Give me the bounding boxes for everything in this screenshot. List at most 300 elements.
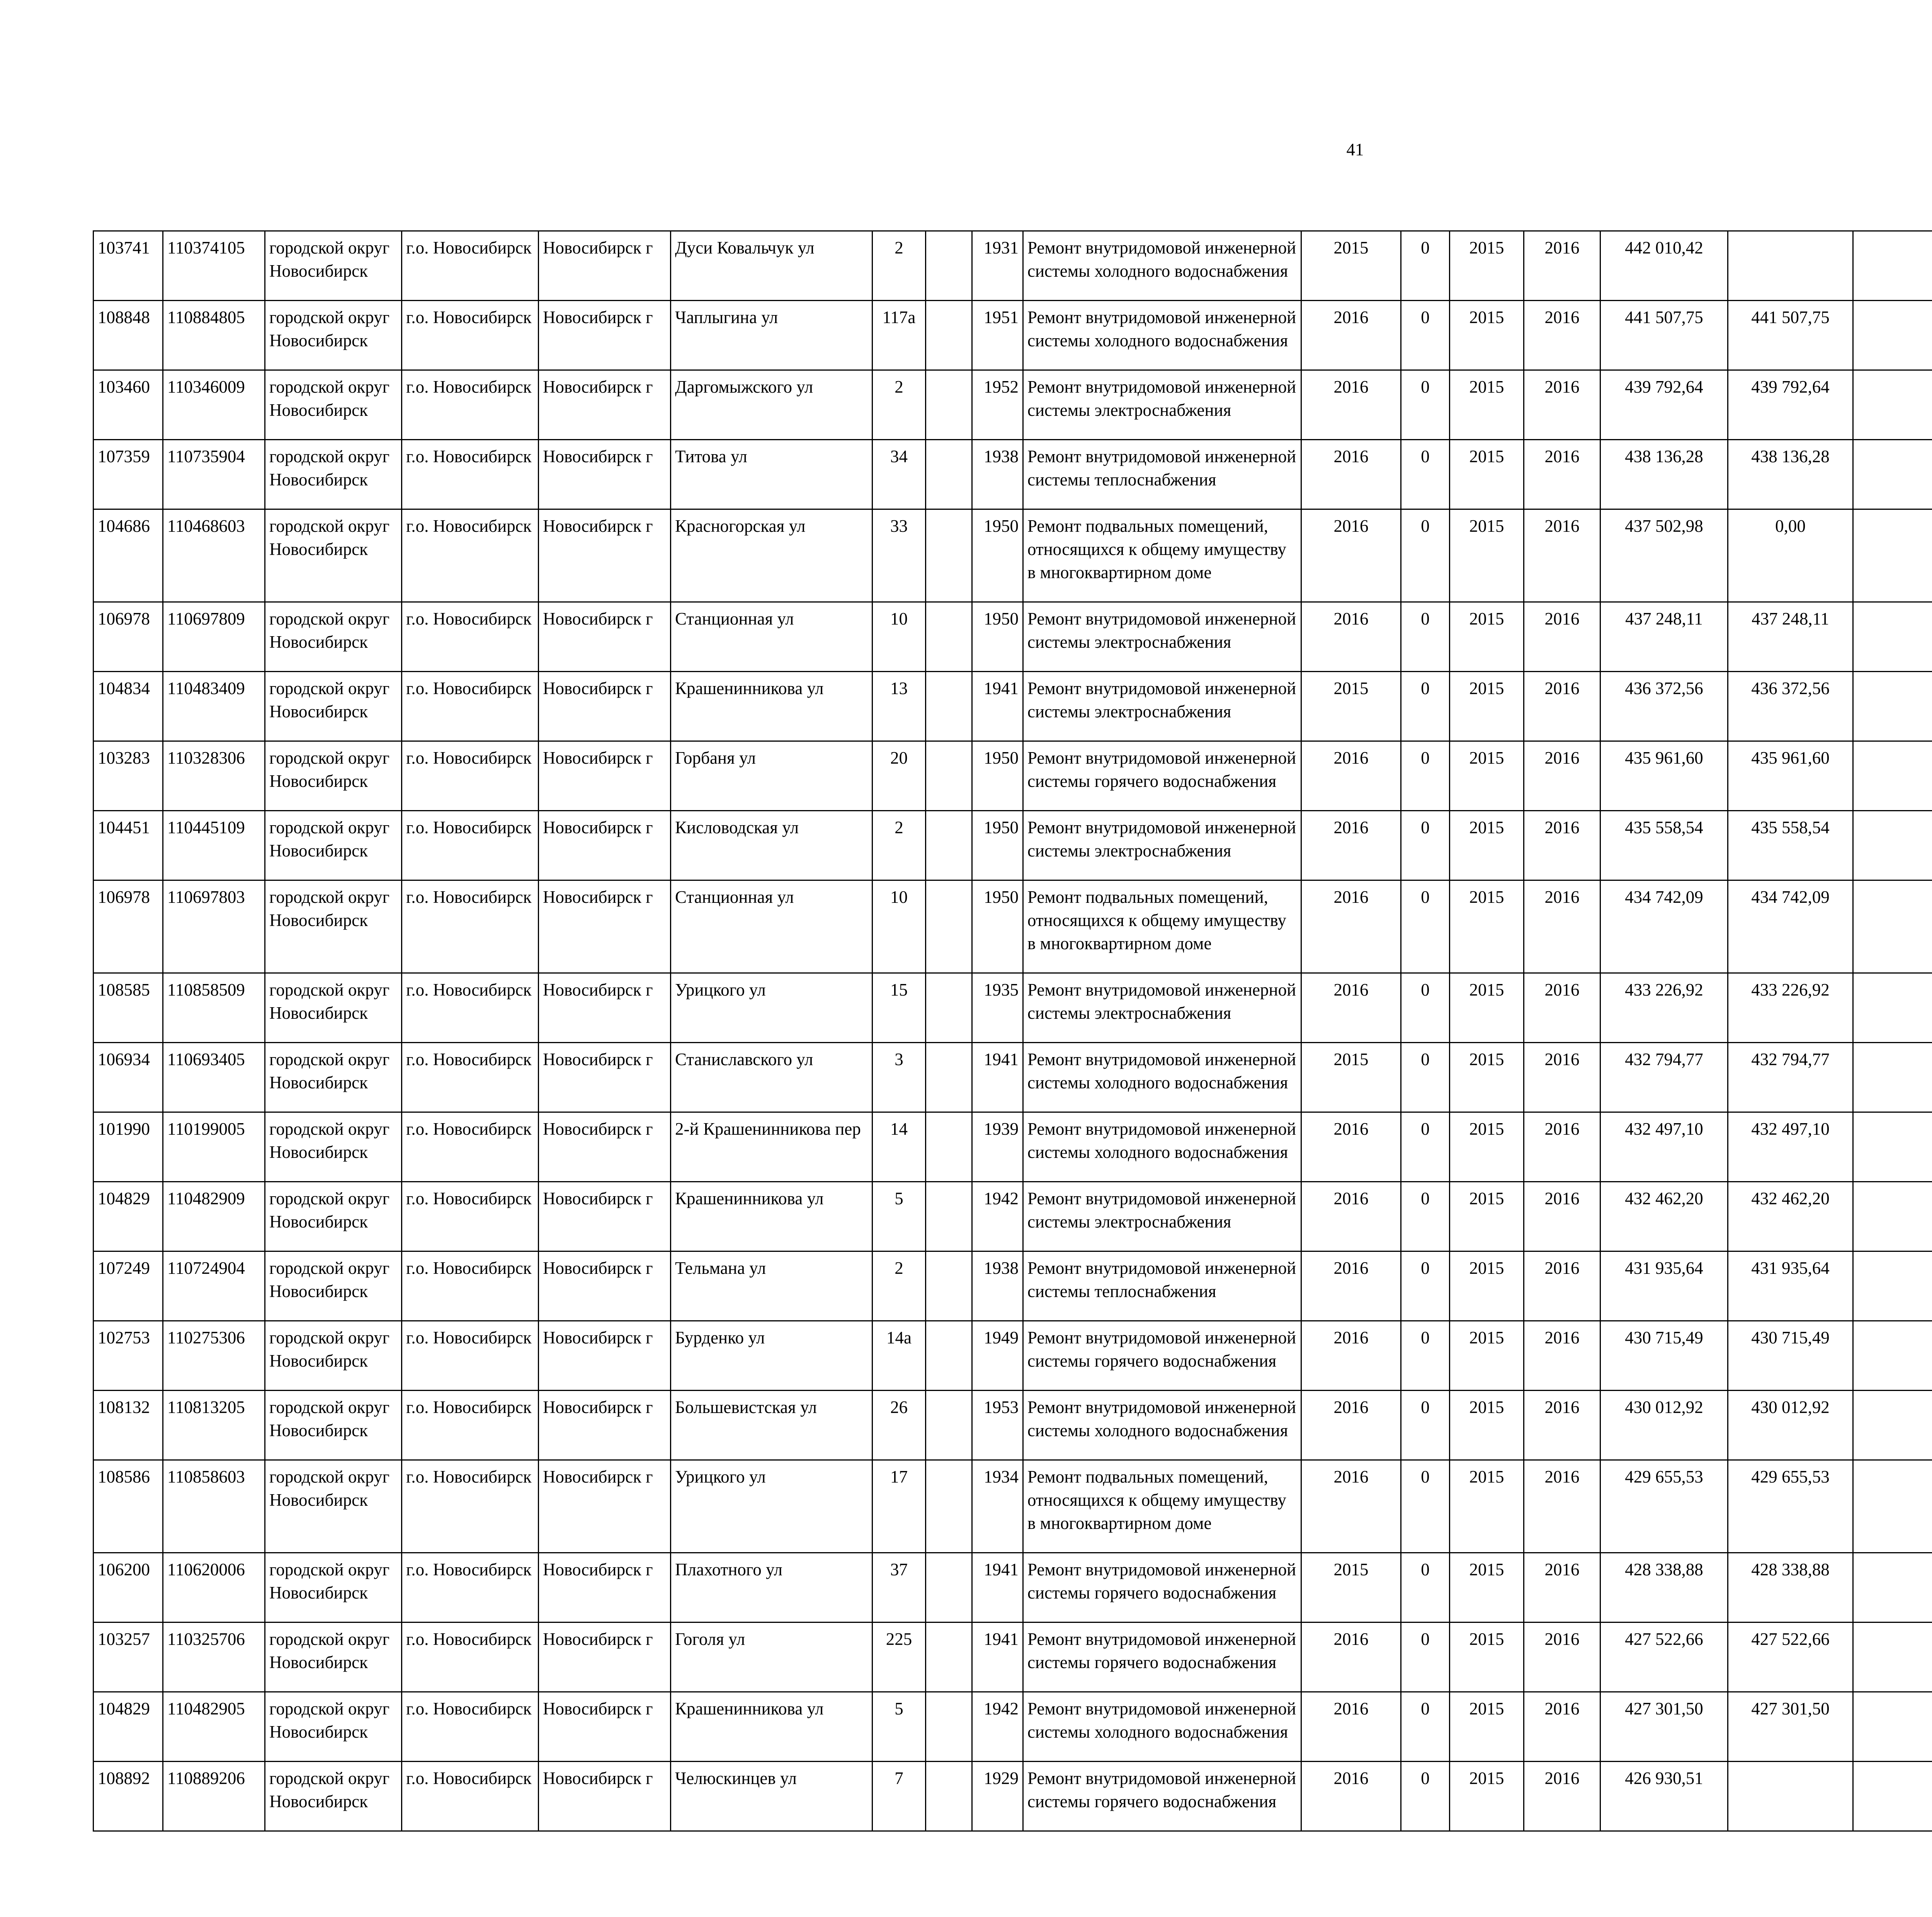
cell-street: Чаплыгина ул	[671, 301, 872, 370]
cell-house-number: 10	[872, 602, 926, 672]
cell-build-year: 1950	[972, 811, 1023, 880]
cell-plan-year: 2015	[1301, 1553, 1401, 1622]
cell-plan-year: 2016	[1301, 1460, 1401, 1553]
table-row	[94, 1460, 1932, 1553]
cell-work-type: Ремонт внутридомовой инженерной системы электроснабжения	[1023, 973, 1301, 1043]
page-number: 41	[1346, 140, 1364, 159]
cell-municipality: городской округ Новосибирск	[265, 1553, 402, 1622]
cell-record-id: 110889206	[163, 1762, 265, 1831]
cell-total-cost: 427 522,66	[1600, 1622, 1728, 1692]
cell-flag: 0	[1401, 1762, 1450, 1831]
cell-settlement: Новосибирск г	[539, 1251, 671, 1321]
cell-building	[926, 301, 972, 370]
table-row	[94, 231, 1932, 301]
cell-end-year: 2016	[1524, 973, 1600, 1043]
cell-house-id: 104829	[94, 1182, 163, 1251]
cell-house-number: 14	[872, 1112, 926, 1182]
cell-street: Станиславского ул	[671, 1043, 872, 1112]
cell-fund-regional-operator: 439 792,64	[1728, 370, 1853, 440]
cell-settlement: Новосибирск г	[539, 602, 671, 672]
cell-flag: 0	[1401, 973, 1450, 1043]
cell-record-id: 110482905	[163, 1692, 265, 1762]
table-row	[94, 370, 1932, 440]
table-row	[94, 741, 1932, 811]
table-row	[94, 1251, 1932, 1321]
cell-record-id: 110346009	[163, 370, 265, 440]
cell-plan-year: 2016	[1301, 1321, 1401, 1391]
cell-house-number: 10	[872, 880, 926, 973]
cell-work-type: Ремонт внутридомовой инженерной системы теплоснабжения	[1023, 440, 1301, 509]
cell-fund-column-17	[1853, 370, 1932, 440]
cell-plan-year: 2015	[1301, 672, 1401, 741]
cell-street: Станционная ул	[671, 602, 872, 672]
cell-house-id: 104829	[94, 1692, 163, 1762]
cell-start-year: 2015	[1450, 1112, 1524, 1182]
cell-house-number: 2	[872, 811, 926, 880]
cell-fund-column-17	[1853, 231, 1932, 301]
cell-house-id: 107359	[94, 440, 163, 509]
cell-total-cost: 442 010,42	[1600, 231, 1728, 301]
cell-house-number: 117а	[872, 301, 926, 370]
cell-work-type: Ремонт внутридомовой инженерной системы холодного водоснабжения	[1023, 1112, 1301, 1182]
cell-house-number: 2	[872, 370, 926, 440]
cell-flag: 0	[1401, 880, 1450, 973]
cell-build-year: 1938	[972, 440, 1023, 509]
cell-total-cost: 435 961,60	[1600, 741, 1728, 811]
cell-end-year: 2016	[1524, 301, 1600, 370]
cell-settlement: Новосибирск г	[539, 301, 671, 370]
cell-total-cost: 432 462,20	[1600, 1182, 1728, 1251]
table-row	[94, 301, 1932, 370]
cell-house-id: 108892	[94, 1762, 163, 1831]
cell-house-id: 103283	[94, 741, 163, 811]
cell-building	[926, 1762, 972, 1831]
cell-municipal-entity: г.о. Новосибирск	[402, 1762, 539, 1831]
cell-total-cost: 438 136,28	[1600, 440, 1728, 509]
cell-fund-column-17	[1853, 741, 1932, 811]
cell-house-id: 101990	[94, 1112, 163, 1182]
table-row	[94, 1391, 1932, 1460]
cell-settlement: Новосибирск г	[539, 741, 671, 811]
cell-record-id: 110884805	[163, 301, 265, 370]
cell-work-type: Ремонт внутридомовой инженерной системы горячего водоснабжения	[1023, 741, 1301, 811]
cell-work-type: Ремонт внутридомовой инженерной системы холодного водоснабжения	[1023, 1391, 1301, 1460]
cell-build-year: 1950	[972, 509, 1023, 602]
cell-fund-column-17	[1853, 1762, 1932, 1831]
cell-municipality: городской округ Новосибирск	[265, 1391, 402, 1460]
cell-municipality: городской округ Новосибирск	[265, 1622, 402, 1692]
cell-municipality: городской округ Новосибирск	[265, 741, 402, 811]
cell-municipal-entity: г.о. Новосибирск	[402, 1460, 539, 1553]
cell-building	[926, 1553, 972, 1622]
table-row	[94, 440, 1932, 509]
cell-street: Урицкого ул	[671, 973, 872, 1043]
cell-fund-column-17	[1853, 1460, 1932, 1553]
cell-house-number: 7	[872, 1762, 926, 1831]
cell-municipality: городской округ Новосибирск	[265, 370, 402, 440]
cell-settlement: Новосибирск г	[539, 880, 671, 973]
cell-house-id: 106978	[94, 602, 163, 672]
table-row	[94, 1762, 1932, 1831]
cell-build-year: 1941	[972, 1043, 1023, 1112]
cell-start-year: 2015	[1450, 880, 1524, 973]
cell-house-id: 107249	[94, 1251, 163, 1321]
cell-start-year: 2015	[1450, 811, 1524, 880]
cell-settlement: Новосибирск г	[539, 1762, 671, 1831]
cell-municipality: городской округ Новосибирск	[265, 231, 402, 301]
cell-house-number: 17	[872, 1460, 926, 1553]
cell-record-id: 110483409	[163, 672, 265, 741]
cell-building	[926, 1321, 972, 1391]
cell-record-id: 110445109	[163, 811, 265, 880]
cell-end-year: 2016	[1524, 1692, 1600, 1762]
cell-end-year: 2016	[1524, 811, 1600, 880]
cell-start-year: 2015	[1450, 1762, 1524, 1831]
cell-record-id: 110693405	[163, 1043, 265, 1112]
cell-house-id: 104451	[94, 811, 163, 880]
cell-work-type: Ремонт внутридомовой инженерной системы горячего водоснабжения	[1023, 1622, 1301, 1692]
cell-settlement: Новосибирск г	[539, 440, 671, 509]
cell-building	[926, 370, 972, 440]
cell-settlement: Новосибирск г	[539, 973, 671, 1043]
cell-settlement: Новосибирск г	[539, 811, 671, 880]
cell-fund-regional-operator: 438 136,28	[1728, 440, 1853, 509]
table-row	[94, 602, 1932, 672]
cell-work-type: Ремонт подвальных помещений, относящихся к общему имуществу в многоквартирном доме	[1023, 509, 1301, 602]
cell-flag: 0	[1401, 1251, 1450, 1321]
cell-build-year: 1931	[972, 231, 1023, 301]
cell-municipal-entity: г.о. Новосибирск	[402, 1112, 539, 1182]
cell-end-year: 2016	[1524, 672, 1600, 741]
cell-house-id: 106978	[94, 880, 163, 973]
cell-end-year: 2016	[1524, 1182, 1600, 1251]
cell-end-year: 2016	[1524, 231, 1600, 301]
cell-house-id: 102753	[94, 1321, 163, 1391]
cell-building	[926, 1460, 972, 1553]
table-row	[94, 811, 1932, 880]
cell-plan-year: 2016	[1301, 440, 1401, 509]
cell-fund-regional-operator: 435 558,54	[1728, 811, 1853, 880]
cell-build-year: 1941	[972, 1553, 1023, 1622]
cell-end-year: 2016	[1524, 1553, 1600, 1622]
cell-record-id: 110275306	[163, 1321, 265, 1391]
cell-building	[926, 1112, 972, 1182]
cell-settlement: Новосибирск г	[539, 509, 671, 602]
cell-municipal-entity: г.о. Новосибирск	[402, 880, 539, 973]
cell-build-year: 1938	[972, 1251, 1023, 1321]
cell-record-id: 110697803	[163, 880, 265, 973]
cell-build-year: 1949	[972, 1321, 1023, 1391]
cell-start-year: 2015	[1450, 1043, 1524, 1112]
cell-plan-year: 2015	[1301, 231, 1401, 301]
cell-work-type: Ремонт внутридомовой инженерной системы электроснабжения	[1023, 672, 1301, 741]
cell-house-number: 2	[872, 231, 926, 301]
cell-house-id: 106200	[94, 1553, 163, 1622]
cell-fund-regional-operator: 431 935,64	[1728, 1251, 1853, 1321]
cell-house-id: 108132	[94, 1391, 163, 1460]
cell-start-year: 2015	[1450, 672, 1524, 741]
cell-municipal-entity: г.о. Новосибирск	[402, 602, 539, 672]
cell-end-year: 2016	[1524, 1391, 1600, 1460]
cell-fund-column-17	[1853, 1692, 1932, 1762]
cell-build-year: 1934	[972, 1460, 1023, 1553]
cell-flag: 0	[1401, 1553, 1450, 1622]
cell-record-id: 110325706	[163, 1622, 265, 1692]
cell-total-cost: 439 792,64	[1600, 370, 1728, 440]
cell-plan-year: 2016	[1301, 880, 1401, 973]
table-row	[94, 973, 1932, 1043]
cell-build-year: 1952	[972, 370, 1023, 440]
cell-build-year: 1941	[972, 672, 1023, 741]
cell-municipality: городской округ Новосибирск	[265, 1321, 402, 1391]
cell-fund-regional-operator: 427 522,66	[1728, 1622, 1853, 1692]
cell-house-number: 5	[872, 1692, 926, 1762]
cell-work-type: Ремонт внутридомовой инженерной системы холодного водоснабжения	[1023, 231, 1301, 301]
cell-house-id: 104834	[94, 672, 163, 741]
cell-start-year: 2015	[1450, 370, 1524, 440]
cell-municipality: городской округ Новосибирск	[265, 1692, 402, 1762]
cell-plan-year: 2015	[1301, 1043, 1401, 1112]
cell-total-cost: 434 742,09	[1600, 880, 1728, 973]
cell-building	[926, 1622, 972, 1692]
cell-settlement: Новосибирск г	[539, 1553, 671, 1622]
cell-municipal-entity: г.о. Новосибирск	[402, 741, 539, 811]
cell-build-year: 1953	[972, 1391, 1023, 1460]
table-row	[94, 672, 1932, 741]
cell-house-id: 103741	[94, 231, 163, 301]
cell-house-id: 104686	[94, 509, 163, 602]
cell-end-year: 2016	[1524, 1043, 1600, 1112]
cell-street: Урицкого ул	[671, 1460, 872, 1553]
cell-fund-column-17	[1853, 1251, 1932, 1321]
table-row	[94, 1182, 1932, 1251]
cell-plan-year: 2016	[1301, 370, 1401, 440]
cell-fund-regional-operator: 430 012,92	[1728, 1391, 1853, 1460]
cell-total-cost: 437 248,11	[1600, 602, 1728, 672]
cell-total-cost: 431 935,64	[1600, 1251, 1728, 1321]
cell-municipality: городской округ Новосибирск	[265, 301, 402, 370]
cell-fund-regional-operator: 432 462,20	[1728, 1182, 1853, 1251]
cell-municipal-entity: г.о. Новосибирск	[402, 1391, 539, 1460]
cell-fund-regional-operator: 428 338,88	[1728, 1553, 1853, 1622]
cell-build-year: 1929	[972, 1762, 1023, 1831]
cell-fund-regional-operator: 432 497,10	[1728, 1112, 1853, 1182]
repair-program-table	[93, 230, 1932, 1832]
cell-plan-year: 2016	[1301, 973, 1401, 1043]
cell-building	[926, 973, 972, 1043]
cell-street: Станционная ул	[671, 880, 872, 973]
cell-municipal-entity: г.о. Новосибирск	[402, 1553, 539, 1622]
cell-record-id: 110735904	[163, 440, 265, 509]
cell-settlement: Новосибирск г	[539, 1112, 671, 1182]
cell-build-year: 1941	[972, 1622, 1023, 1692]
cell-municipal-entity: г.о. Новосибирск	[402, 301, 539, 370]
cell-total-cost: 432 794,77	[1600, 1043, 1728, 1112]
cell-settlement: Новосибирск г	[539, 370, 671, 440]
cell-fund-regional-operator	[1728, 231, 1853, 301]
cell-settlement: Новосибирск г	[539, 1043, 671, 1112]
cell-street: Горбаня ул	[671, 741, 872, 811]
cell-settlement: Новосибирск г	[539, 1321, 671, 1391]
cell-start-year: 2015	[1450, 1692, 1524, 1762]
cell-flag: 0	[1401, 1182, 1450, 1251]
cell-street: Даргомыжского ул	[671, 370, 872, 440]
cell-building	[926, 672, 972, 741]
cell-fund-regional-operator: 432 794,77	[1728, 1043, 1853, 1112]
cell-street: Бурденко ул	[671, 1321, 872, 1391]
cell-flag: 0	[1401, 370, 1450, 440]
cell-start-year: 2015	[1450, 509, 1524, 602]
table-row	[94, 1622, 1932, 1692]
cell-end-year: 2016	[1524, 1460, 1600, 1553]
cell-street: Крашенинникова ул	[671, 672, 872, 741]
cell-house-number: 20	[872, 741, 926, 811]
cell-work-type: Ремонт подвальных помещений, относящихся к общему имуществу в многоквартирном доме	[1023, 880, 1301, 973]
cell-municipal-entity: г.о. Новосибирск	[402, 1182, 539, 1251]
cell-flag: 0	[1401, 440, 1450, 509]
cell-house-id: 108585	[94, 973, 163, 1043]
cell-house-id: 108586	[94, 1460, 163, 1553]
cell-municipal-entity: г.о. Новосибирск	[402, 231, 539, 301]
cell-plan-year: 2016	[1301, 1391, 1401, 1460]
cell-street: Кисловодская ул	[671, 811, 872, 880]
cell-flag: 0	[1401, 1622, 1450, 1692]
cell-municipality: городской округ Новосибирск	[265, 1182, 402, 1251]
cell-fund-regional-operator: 430 715,49	[1728, 1321, 1853, 1391]
cell-start-year: 2015	[1450, 440, 1524, 509]
cell-flag: 0	[1401, 1692, 1450, 1762]
cell-fund-column-17	[1853, 1321, 1932, 1391]
cell-work-type: Ремонт внутридомовой инженерной системы электроснабжения	[1023, 602, 1301, 672]
cell-start-year: 2015	[1450, 301, 1524, 370]
cell-house-number: 3	[872, 1043, 926, 1112]
cell-plan-year: 2016	[1301, 811, 1401, 880]
cell-work-type: Ремонт внутридомовой инженерной системы холодного водоснабжения	[1023, 301, 1301, 370]
cell-start-year: 2015	[1450, 1251, 1524, 1321]
cell-municipal-entity: г.о. Новосибирск	[402, 973, 539, 1043]
cell-building	[926, 880, 972, 973]
cell-plan-year: 2016	[1301, 301, 1401, 370]
cell-plan-year: 2016	[1301, 1112, 1401, 1182]
cell-municipal-entity: г.о. Новосибирск	[402, 1043, 539, 1112]
cell-fund-regional-operator: 429 655,53	[1728, 1460, 1853, 1553]
cell-building	[926, 1182, 972, 1251]
cell-fund-column-17	[1853, 301, 1932, 370]
cell-building	[926, 1391, 972, 1460]
cell-fund-column-17	[1853, 672, 1932, 741]
cell-building	[926, 1692, 972, 1762]
cell-municipality: городской округ Новосибирск	[265, 880, 402, 973]
cell-total-cost: 428 338,88	[1600, 1553, 1728, 1622]
cell-start-year: 2015	[1450, 1391, 1524, 1460]
cell-fund-regional-operator	[1728, 1762, 1853, 1831]
cell-end-year: 2016	[1524, 1112, 1600, 1182]
cell-work-type: Ремонт внутридомовой инженерной системы электроснабжения	[1023, 1182, 1301, 1251]
cell-total-cost: 432 497,10	[1600, 1112, 1728, 1182]
cell-street: Дуси Ковальчук ул	[671, 231, 872, 301]
cell-street: Красногорская ул	[671, 509, 872, 602]
cell-house-number: 225	[872, 1622, 926, 1692]
cell-total-cost: 435 558,54	[1600, 811, 1728, 880]
cell-house-number: 34	[872, 440, 926, 509]
cell-work-type: Ремонт внутридомовой инженерной системы горячего водоснабжения	[1023, 1321, 1301, 1391]
cell-municipality: городской округ Новосибирск	[265, 973, 402, 1043]
table-row	[94, 1112, 1932, 1182]
cell-flag: 0	[1401, 1043, 1450, 1112]
cell-fund-column-17	[1853, 880, 1932, 973]
cell-house-number: 2	[872, 1251, 926, 1321]
cell-municipality: городской округ Новосибирск	[265, 1112, 402, 1182]
cell-end-year: 2016	[1524, 440, 1600, 509]
cell-plan-year: 2016	[1301, 1622, 1401, 1692]
cell-record-id: 110620006	[163, 1553, 265, 1622]
cell-record-id: 110813205	[163, 1391, 265, 1460]
cell-plan-year: 2016	[1301, 1251, 1401, 1321]
cell-settlement: Новосибирск г	[539, 1391, 671, 1460]
cell-flag: 0	[1401, 672, 1450, 741]
cell-work-type: Ремонт внутридомовой инженерной системы электроснабжения	[1023, 370, 1301, 440]
cell-fund-regional-operator: 433 226,92	[1728, 973, 1853, 1043]
cell-municipal-entity: г.о. Новосибирск	[402, 1622, 539, 1692]
cell-house-id: 103257	[94, 1622, 163, 1692]
cell-house-number: 5	[872, 1182, 926, 1251]
cell-municipal-entity: г.о. Новосибирск	[402, 509, 539, 602]
cell-street: Гоголя ул	[671, 1622, 872, 1692]
cell-building	[926, 602, 972, 672]
cell-fund-regional-operator: 441 507,75	[1728, 301, 1853, 370]
cell-fund-column-17	[1853, 1112, 1932, 1182]
cell-settlement: Новосибирск г	[539, 1692, 671, 1762]
table-row	[94, 509, 1932, 602]
table-row	[94, 1043, 1932, 1112]
cell-house-id: 108848	[94, 301, 163, 370]
cell-plan-year: 2016	[1301, 741, 1401, 811]
cell-build-year: 1942	[972, 1182, 1023, 1251]
cell-flag: 0	[1401, 1321, 1450, 1391]
cell-municipal-entity: г.о. Новосибирск	[402, 1321, 539, 1391]
cell-building	[926, 811, 972, 880]
cell-total-cost: 427 301,50	[1600, 1692, 1728, 1762]
cell-fund-column-17	[1853, 1043, 1932, 1112]
cell-house-number: 14а	[872, 1321, 926, 1391]
cell-street: Титова ул	[671, 440, 872, 509]
cell-flag: 0	[1401, 602, 1450, 672]
cell-total-cost: 436 372,56	[1600, 672, 1728, 741]
cell-record-id: 110724904	[163, 1251, 265, 1321]
cell-build-year: 1950	[972, 880, 1023, 973]
cell-municipal-entity: г.о. Новосибирск	[402, 370, 539, 440]
cell-total-cost: 429 655,53	[1600, 1460, 1728, 1553]
cell-build-year: 1939	[972, 1112, 1023, 1182]
cell-building	[926, 1251, 972, 1321]
cell-street: Челюскинцев ул	[671, 1762, 872, 1831]
cell-plan-year: 2016	[1301, 1692, 1401, 1762]
cell-plan-year: 2016	[1301, 509, 1401, 602]
cell-municipal-entity: г.о. Новосибирск	[402, 440, 539, 509]
cell-work-type: Ремонт внутридомовой инженерной системы теплоснабжения	[1023, 1251, 1301, 1321]
cell-build-year: 1950	[972, 602, 1023, 672]
cell-flag: 0	[1401, 811, 1450, 880]
cell-fund-column-17	[1853, 602, 1932, 672]
cell-total-cost: 441 507,75	[1600, 301, 1728, 370]
cell-start-year: 2015	[1450, 1321, 1524, 1391]
cell-total-cost: 437 502,98	[1600, 509, 1728, 602]
cell-record-id: 110328306	[163, 741, 265, 811]
cell-work-type: Ремонт внутридомовой инженерной системы горячего водоснабжения	[1023, 1762, 1301, 1831]
cell-start-year: 2015	[1450, 973, 1524, 1043]
cell-record-id: 110482909	[163, 1182, 265, 1251]
cell-municipality: городской округ Новосибирск	[265, 1043, 402, 1112]
